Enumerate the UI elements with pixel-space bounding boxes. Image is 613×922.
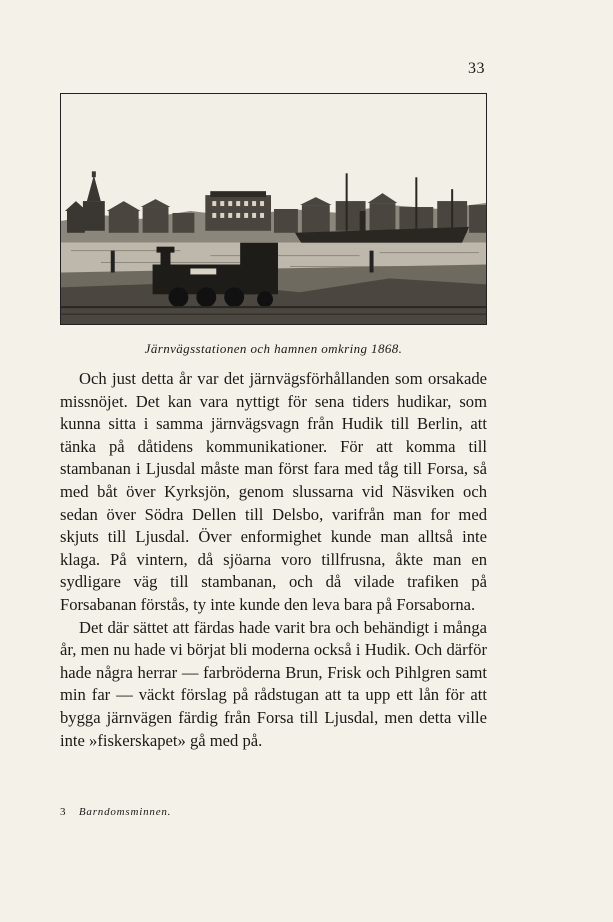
signature-number: 3 <box>60 806 66 818</box>
paragraph: Det där sättet att färdas hade varit bra och behändigt i många år, men nu hade vi börjat bli moderna också i Hudik. Och därför hade några herrar — farbröderna Brun, Frisk och Pihlgren samt min far — väckt förslag på rådstugan att ta upp ett lån för att bygga järnvägen färdig från Forsa till Ljusdal, men detta ville inte »fiskerskapet» gå med på. <box>60 617 487 750</box>
page-number: 33 <box>468 60 485 77</box>
engraving-illustration <box>60 93 487 325</box>
signature-mark <box>60 806 171 818</box>
paragraph: Och just detta år var det järnvägsförhållanden som orsakade missnöjet. Det kan vara nyttigt för sena tiders hudikar, som kunna sitta i samma järnvägsvagn från Hudik till Berlin, att tänka på dåtidens kommunikationer. För att komma till stambanan i Ljusdal måste man först fara med tåg till Forsa, så med båt över Kyrksjön, genom slussarna vid Näsviken och sedan över Södra Dellen till Delsbo, varifrån man for med skjuts till Ljusdal. Över enformighet kunde man alltså inte klaga. På vintern, då sjöarna voro tillfrusna, åkte man en sydligare väg till stambanan, och då vilade trafiken på Forsabanan förstås, ty inte kunde den leva bara på Forsaborna. <box>60 369 487 614</box>
signature-title: Barndomsminnen. <box>78 806 172 818</box>
body-text <box>60 368 487 752</box>
illustration-caption: Järnvägsstationen och hamnen omkring 1868. <box>144 341 403 356</box>
